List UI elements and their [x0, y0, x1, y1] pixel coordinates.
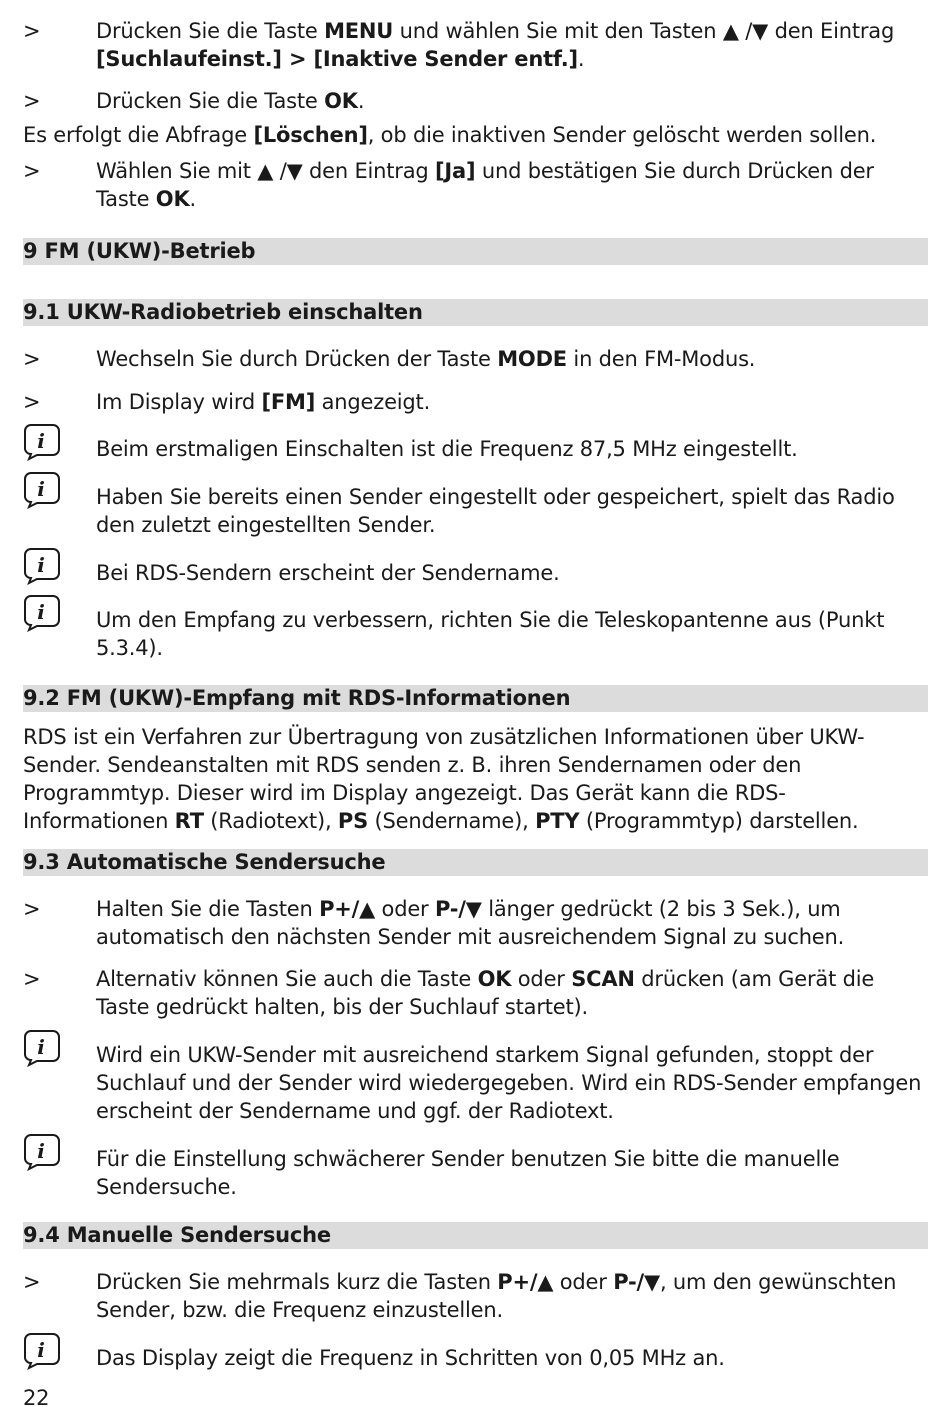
svg-text:i: i [37, 1035, 45, 1059]
info-note [23, 477, 928, 539]
note-text: Beim erstmaligen Einschalten ist die Frequenz 87,5 MHz eingestellt. [96, 437, 798, 461]
info-icon [23, 600, 96, 662]
info-note [23, 553, 928, 587]
step-marker: > [23, 897, 41, 921]
step-ja [23, 157, 928, 213]
step-marker: > [23, 347, 41, 371]
paragraph-rds: RDS ist ein Verfahren zur Übertragung von zusätzlichen Informationen über UKW-Sender. Sendeanstalten mit RDS senden z. B. ihren Sendernamen oder den Programmtyp. Dieser wird im Display angezeigt. Das Gerät kann die RDS-Informationen RT (Radiotext), PS (Sendername), PTY (Programmtyp) darstellen. [23, 725, 865, 833]
svg-text:i: i [37, 429, 45, 453]
info-icon [23, 429, 96, 463]
info-note [23, 1139, 928, 1201]
svg-text:i: i [37, 1139, 45, 1163]
section-heading-9-3: 9.3 Automatische Sendersuche [23, 849, 928, 876]
info-icon [23, 553, 96, 587]
step-text: Halten Sie die Tasten P+/▲ oder P-/▼ länger gedrückt (2 bis 3 Sek.), um automatisch den nächsten Sender mit ausreichendem Signal zu suchen. [96, 897, 845, 949]
step-hold-keys [23, 895, 928, 951]
info-icon [23, 1035, 96, 1125]
step-marker: > [23, 19, 41, 43]
step-marker: > [23, 89, 41, 113]
step-marker: > [23, 159, 41, 183]
step-ok [23, 87, 928, 115]
svg-text:i: i [37, 553, 45, 577]
section-heading-9-2: 9.2 FM (UKW)-Empfang mit RDS-Informationen [23, 685, 928, 712]
section-heading-9: 9 FM (UKW)-Betrieb [23, 238, 928, 265]
step-marker: > [23, 967, 41, 991]
step-text: Drücken Sie die Taste MENU und wählen Sie mit den Tasten ▲ /▼ den Eintrag [Suchlaufeinst.] > [Inaktive Sender entf.]. [96, 19, 895, 71]
step-text: Wählen Sie mit ▲ /▼ den Eintrag [Ja] und bestätigen Sie durch Drücken der Taste OK. [96, 159, 874, 211]
step-text: Alternativ können Sie auch die Taste OK oder SCAN drücken (am Gerät die Taste gedrückt halten, bis der Suchlauf startet). [96, 967, 875, 1019]
paragraph-loeschen: Es erfolgt die Abfrage [Löschen], ob die inaktiven Sender gelöscht werden sollen. [23, 123, 877, 147]
note-text: Wird ein UKW-Sender mit ausreichend starkem Signal gefunden, stoppt der Suchlauf und der Sender wird wiedergegeben. Wird ein RDS-Sender empfangen erscheint der Sendername und ggf. der Radiotext. [96, 1043, 922, 1123]
section-heading-9-4: 9.4 Manuelle Sendersuche [23, 1222, 928, 1249]
step-text: Drücken Sie mehrmals kurz die Tasten P+/▲ oder P-/▼, um den gewünschten Sender, bzw. die Frequenz einzustellen. [96, 1270, 897, 1322]
note-text: Das Display zeigt die Frequenz in Schritten von 0,05 MHz an. [96, 1346, 725, 1370]
info-icon [23, 477, 96, 539]
page-number: 22 [23, 1386, 50, 1407]
svg-text:i: i [37, 600, 45, 624]
info-note [23, 1338, 928, 1372]
step-marker: > [23, 390, 41, 414]
step-scan [23, 965, 928, 1021]
svg-text:i: i [37, 477, 45, 501]
step-mode [23, 345, 928, 373]
note-text: Für die Einstellung schwächerer Sender benutzen Sie bitte die manuelle Sendersuche. [96, 1147, 840, 1199]
step-menu [23, 17, 928, 73]
step-text: Drücken Sie die Taste OK. [96, 89, 365, 113]
note-text: Bei RDS-Sendern erscheint der Sendername. [96, 561, 560, 585]
step-text: Wechseln Sie durch Drücken der Taste MODE in den FM-Modus. [96, 347, 756, 371]
step-press-keys [23, 1268, 928, 1324]
note-text: Haben Sie bereits einen Sender eingestellt oder gespeichert, spielt das Radio den zuletzt eingestellten Sender. [96, 485, 895, 537]
info-note [23, 600, 928, 662]
info-icon [23, 1338, 96, 1372]
step-text: Im Display wird [FM] angezeigt. [96, 390, 431, 414]
info-note [23, 1035, 928, 1125]
step-display-fm [23, 388, 928, 416]
step-marker: > [23, 1270, 41, 1294]
note-text: Um den Empfang zu verbessern, richten Sie die Teleskopantenne aus (Punkt 5.3.4). [96, 608, 885, 660]
info-icon [23, 1139, 96, 1201]
svg-text:i: i [37, 1338, 45, 1362]
section-heading-9-1: 9.1 UKW-Radiobetrieb einschalten [23, 299, 928, 326]
info-note [23, 429, 928, 463]
